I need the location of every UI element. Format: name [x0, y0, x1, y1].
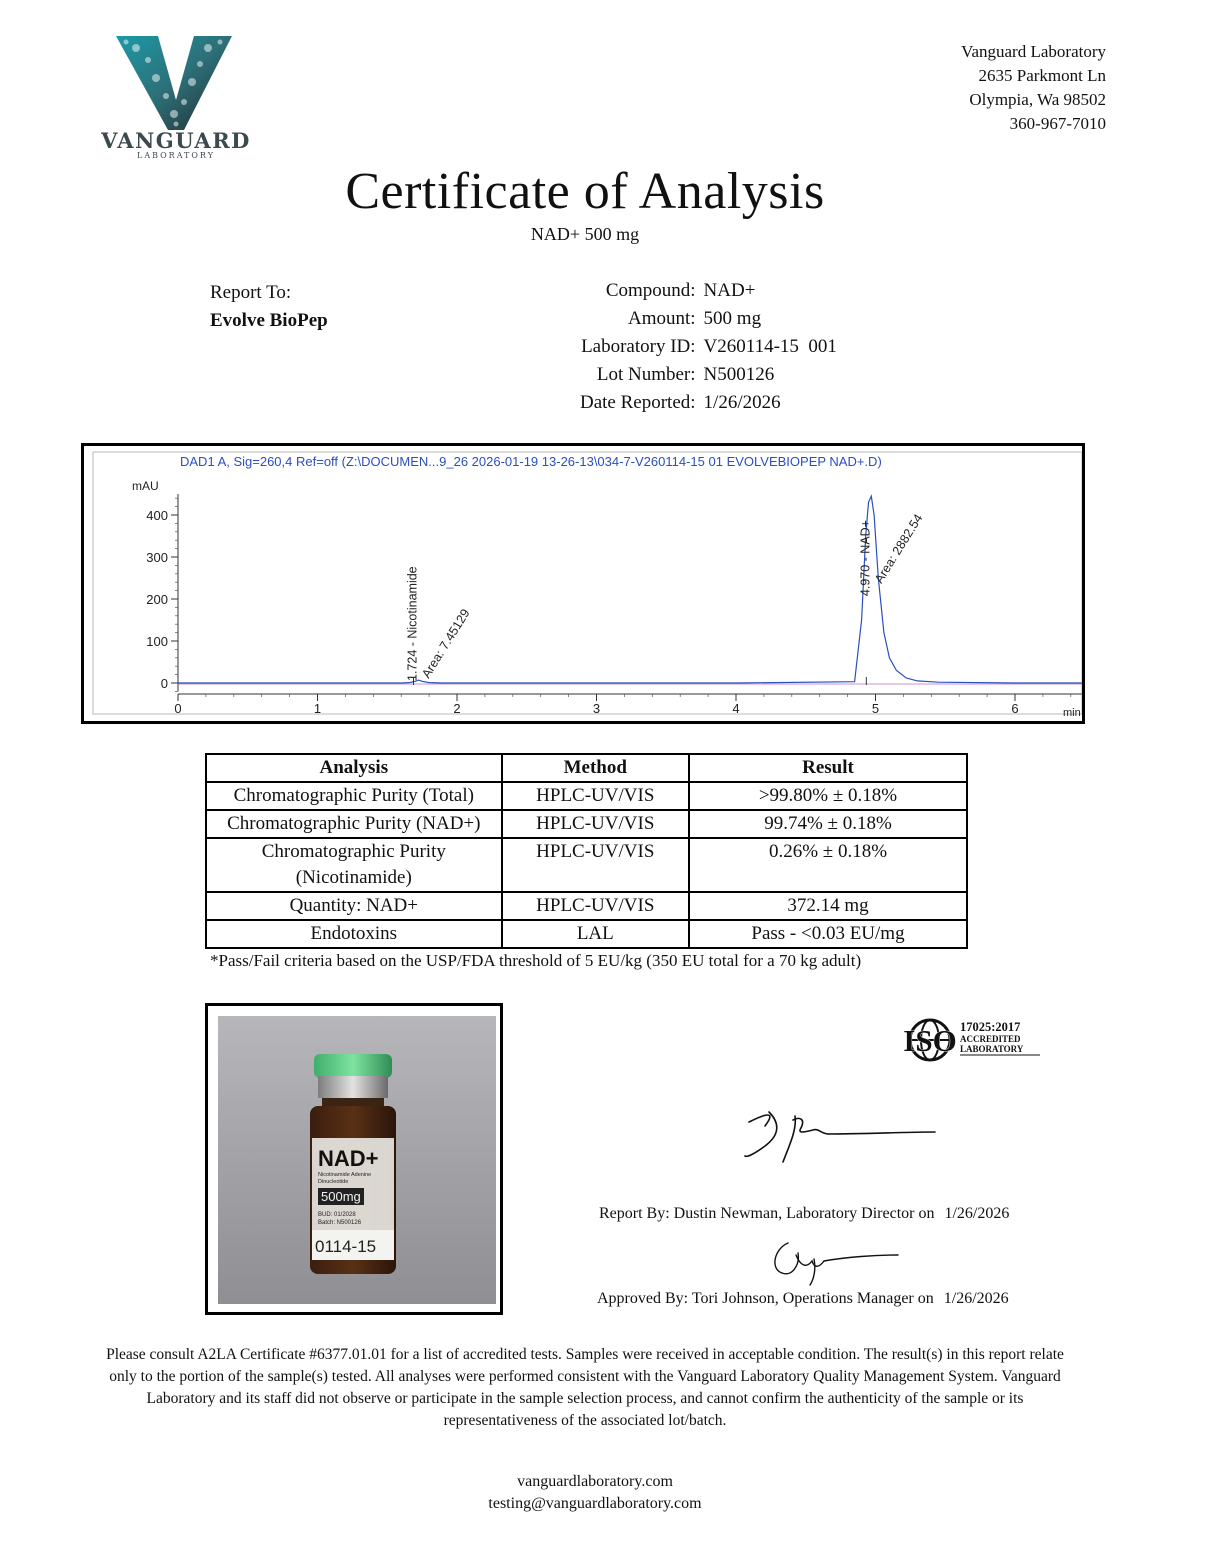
y-tick-label: 200	[146, 592, 168, 607]
detail-label: Laboratory ID:	[581, 336, 696, 357]
y-tick-label: 300	[146, 550, 168, 565]
director-signature	[735, 1100, 940, 1170]
detail-label: Compound:	[605, 280, 696, 301]
vial-label-title: NAD+	[318, 1146, 379, 1171]
cell-method: LAL	[502, 920, 689, 948]
iso-standard: 17025:2017	[960, 1020, 1021, 1034]
email-link[interactable]: testing@vanguardlaboratory.com	[488, 1495, 702, 1512]
report-by-date: 1/26/2026	[944, 1205, 1010, 1222]
detail-label: Date Reported:	[580, 392, 696, 413]
cell-result: 0.26% ± 0.18%	[689, 838, 967, 892]
chromatogram	[81, 443, 1085, 724]
iso-accreditation-badge	[900, 1016, 1045, 1064]
document-subtitle: NAD+ 500 mg	[530, 224, 640, 244]
cell-method: HPLC-UV/VIS	[502, 892, 689, 920]
x-tick-label: 3	[592, 701, 601, 716]
lab-city: Olympia, Wa 98502	[969, 90, 1106, 109]
lab-street: 2635 Parkmont Ln	[978, 66, 1106, 85]
detail-row	[580, 389, 837, 417]
table-row	[206, 892, 967, 920]
vial-sticker: 0114-15	[315, 1237, 377, 1256]
detail-label: Lot Number:	[596, 364, 696, 385]
detail-row	[580, 333, 837, 361]
table-row	[206, 838, 967, 892]
approved-by-text: Approved By: Tori Johnson, Operations Manager on	[597, 1290, 934, 1307]
x-tick-label: 1	[313, 701, 322, 716]
header-analysis: Analysis	[206, 754, 502, 782]
y-tick-label: 100	[146, 634, 168, 649]
cell-result: >99.80% ± 0.18%	[689, 782, 967, 810]
x-tick-label: 0	[174, 701, 182, 716]
detail-value: V260114-15 001	[703, 336, 837, 357]
sample-details	[580, 277, 837, 417]
detail-value: N500126	[703, 364, 775, 385]
table-row	[206, 782, 967, 810]
logo-subtitle: LABORATORY	[137, 151, 215, 160]
x-tick-label: 4	[732, 701, 740, 716]
x-axis-label: min	[1063, 707, 1081, 719]
detail-row	[580, 361, 837, 389]
vial-label-name-line2: Dinucleotide	[318, 1179, 349, 1185]
report-by-text: Report By: Dustin Newman, Laboratory Director on	[599, 1205, 935, 1222]
document-title: Certificate of Analysis	[345, 163, 825, 220]
y-tick-label: 0	[160, 676, 168, 691]
logo-wordmark: VANGUARD	[101, 128, 251, 153]
report-to-label: Report To:	[210, 282, 292, 303]
table-header-row	[206, 754, 967, 782]
table-row	[206, 920, 967, 948]
lab-address	[961, 40, 1106, 136]
product-photo-frame	[205, 1003, 503, 1315]
y-axis-label: mAU	[132, 479, 159, 493]
approved-by	[597, 1290, 1009, 1308]
x-tick-label: 5	[871, 701, 880, 716]
results-table	[205, 753, 968, 949]
detail-row	[580, 305, 837, 333]
chromatogram-svg	[84, 446, 1082, 721]
vial-label-bud: BUD: 01/2028	[318, 1212, 356, 1218]
report-to	[210, 279, 328, 335]
cell-analysis: Endotoxins	[206, 920, 502, 948]
vial-label-amount: 500mg	[321, 1189, 361, 1204]
cell-analysis: Chromatographic Purity (Nicotinamide)	[206, 838, 502, 892]
chart-title: DAD1 A, Sig=260,4 Ref=off (Z:\DOCUMEN...9_26 2026-01-19 13-26-13\034-7-V260114-15 01 EVOLVEBIOPEP NAD+.D)	[180, 454, 882, 469]
detail-row	[580, 277, 837, 305]
disclaimer-text: Please consult A2LA Certificate #6377.01.01 for a list of accredited tests. Samples were received in acceptable condition. The result(s) in this report relate only to the portion of the sample(s) tested. All analyses were performed consistent with the Vanguard Laboratory Quality Management System. Vanguard Laboratory and its staff did not observe or participate in the sample selection process, and cannot confirm the authenticity of the sample or its representativeness of the associated lot/batch.	[106, 1346, 1064, 1429]
vial-label-name-line1: Nicotinamide Adenine	[318, 1172, 372, 1178]
x-tick-label: 6	[1011, 701, 1019, 716]
peak-area-label: Area: 2882.54	[871, 511, 926, 586]
peak-label: 1.724 - Nicotinamide	[405, 566, 420, 681]
lab-name: Vanguard Laboratory	[961, 42, 1106, 61]
vanguard-logo	[96, 30, 256, 160]
iso-laboratory: LABORATORY	[960, 1044, 1024, 1054]
cell-result: 372.14 mg	[689, 892, 967, 920]
approved-by-date: 1/26/2026	[943, 1290, 1009, 1307]
cell-method: HPLC-UV/VIS	[502, 782, 689, 810]
cell-analysis: Chromatographic Purity (NAD+)	[206, 810, 502, 838]
iso-accredited: ACCREDITED	[960, 1034, 1021, 1044]
series-line	[178, 496, 1082, 683]
website-link[interactable]: vanguardlaboratory.com	[517, 1473, 673, 1490]
detail-label: Amount:	[627, 308, 696, 329]
header-method: Method	[502, 754, 689, 782]
iso-mark: ISO	[903, 1023, 957, 1058]
cell-method: HPLC-UV/VIS	[502, 810, 689, 838]
cell-result: 99.74% ± 0.18%	[689, 810, 967, 838]
detail-value: 1/26/2026	[703, 392, 781, 413]
lab-phone: 360-967-7010	[1009, 114, 1106, 133]
cell-analysis: Chromatographic Purity (Total)	[206, 782, 502, 810]
product-vial-photo	[218, 1016, 496, 1304]
peak-label: 4.970 - NAD+	[858, 520, 873, 597]
y-tick-label: 400	[146, 508, 168, 523]
endotoxin-footnote: *Pass/Fail criteria based on the USP/FDA threshold of 5 EU/kg (350 EU total for a 70 kg adult)	[210, 951, 862, 970]
peak-area-label: Area: 7.45129	[419, 606, 473, 681]
detail-value: NAD+	[703, 280, 756, 301]
cell-analysis: Quantity: NAD+	[206, 892, 502, 920]
x-tick-label: 2	[453, 701, 461, 716]
cell-method: HPLC-UV/VIS	[502, 838, 689, 892]
report-by	[599, 1205, 1009, 1223]
table-row	[206, 810, 967, 838]
client-name: Evolve BioPep	[210, 310, 328, 331]
cell-result: Pass - <0.03 EU/mg	[689, 920, 967, 948]
vial-label-batch: Batch: N500126	[318, 1220, 362, 1226]
contact-info	[0, 1471, 1190, 1515]
header-result: Result	[689, 754, 967, 782]
detail-value: 500 mg	[703, 308, 762, 329]
manager-signature	[766, 1235, 901, 1287]
